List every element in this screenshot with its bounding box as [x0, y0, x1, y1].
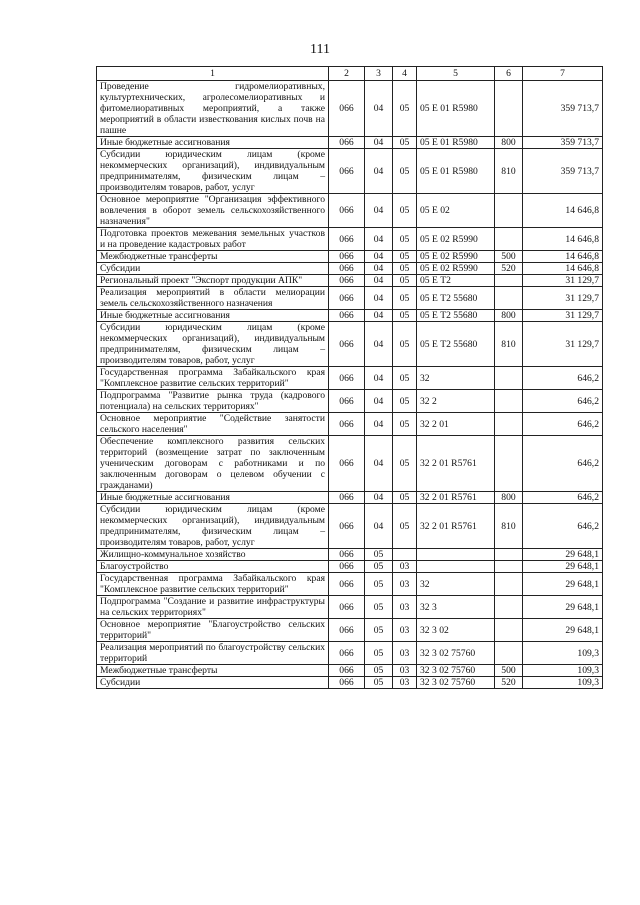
row-section-cell: 05	[365, 619, 393, 642]
row-admin-code-cell: 066	[329, 504, 365, 549]
table-body	[97, 81, 603, 689]
row-section-cell: 04	[365, 504, 393, 549]
row-name-cell: Государственная программа Забайкальского края "Комплексное развитие сельских территорий"	[97, 573, 329, 596]
row-expense-type-cell: 800	[495, 310, 523, 322]
row-admin-code-cell: 066	[329, 310, 365, 322]
row-name-cell: Межбюджетные трансферты	[97, 665, 329, 677]
row-section-cell: 04	[365, 287, 393, 310]
row-admin-code-cell: 066	[329, 194, 365, 228]
table-row	[97, 561, 603, 573]
row-name-cell: Иные бюджетные ассигнования	[97, 137, 329, 149]
row-target-article-cell: 05 Е Т2 55680	[417, 287, 495, 310]
row-name-cell: Основное мероприятие "Содействие занятости сельского населения"	[97, 413, 329, 436]
row-name-cell: Реализация мероприятий по благоустройству сельских территорий	[97, 642, 329, 665]
row-expense-type-cell: 520	[495, 677, 523, 689]
row-section-cell: 04	[365, 310, 393, 322]
row-admin-code-cell: 066	[329, 81, 365, 137]
row-expense-type-cell	[495, 436, 523, 492]
row-expense-type-cell: 810	[495, 149, 523, 194]
header-col-1: 1	[97, 67, 329, 81]
row-target-article-cell: 05 Е 02 R5990	[417, 251, 495, 263]
row-amount-cell: 14 646,8	[523, 228, 603, 251]
row-target-article-cell: 32 2 01 R5761	[417, 504, 495, 549]
row-subsection-cell: 05	[393, 390, 417, 413]
row-expense-type-cell	[495, 228, 523, 251]
row-subsection-cell: 05	[393, 275, 417, 287]
row-expense-type-cell: 810	[495, 504, 523, 549]
table-row	[97, 263, 603, 275]
row-section-cell: 04	[365, 390, 393, 413]
row-section-cell: 04	[365, 228, 393, 251]
row-subsection-cell: 05	[393, 81, 417, 137]
header-col-5: 5	[417, 67, 495, 81]
row-section-cell: 04	[365, 492, 393, 504]
row-expense-type-cell	[495, 390, 523, 413]
row-subsection-cell: 05	[393, 149, 417, 194]
row-expense-type-cell	[495, 287, 523, 310]
row-admin-code-cell: 066	[329, 413, 365, 436]
row-target-article-cell: 05 Е 02	[417, 194, 495, 228]
row-section-cell: 04	[365, 263, 393, 275]
row-target-article-cell	[417, 549, 495, 561]
row-amount-cell: 646,2	[523, 492, 603, 504]
row-section-cell: 04	[365, 436, 393, 492]
row-expense-type-cell	[495, 413, 523, 436]
row-section-cell: 04	[365, 367, 393, 390]
row-target-article-cell: 32 3 02 75760	[417, 642, 495, 665]
row-admin-code-cell: 066	[329, 322, 365, 367]
row-amount-cell: 109,3	[523, 642, 603, 665]
row-admin-code-cell: 066	[329, 390, 365, 413]
row-target-article-cell: 05 Е 02 R5990	[417, 228, 495, 251]
row-expense-type-cell	[495, 561, 523, 573]
row-target-article-cell: 32	[417, 367, 495, 390]
row-section-cell: 04	[365, 81, 393, 137]
row-expense-type-cell	[495, 573, 523, 596]
row-amount-cell: 646,2	[523, 504, 603, 549]
row-name-cell: Иные бюджетные ассигнования	[97, 492, 329, 504]
row-section-cell: 04	[365, 149, 393, 194]
row-expense-type-cell: 520	[495, 263, 523, 275]
table-row	[97, 504, 603, 549]
row-admin-code-cell: 066	[329, 619, 365, 642]
row-name-cell: Жилищно-коммунальное хозяйство	[97, 549, 329, 561]
row-name-cell: Проведение гидромелиоративных, культуртехнических, агролесомелиоративных и фитомелиоративных мероприятий, а также мероприятий в области известкования кислых почв на пашне	[97, 81, 329, 137]
table-row	[97, 149, 603, 194]
row-name-cell: Субсидии	[97, 677, 329, 689]
table-row	[97, 322, 603, 367]
row-section-cell: 05	[365, 573, 393, 596]
table-row	[97, 310, 603, 322]
row-subsection-cell: 03	[393, 677, 417, 689]
row-name-cell: Подпрограмма "Создание и развитие инфраструктуры на сельских территориях"	[97, 596, 329, 619]
header-col-3: 3	[365, 67, 393, 81]
table-row	[97, 194, 603, 228]
row-amount-cell: 14 646,8	[523, 194, 603, 228]
row-subsection-cell: 05	[393, 310, 417, 322]
row-admin-code-cell: 066	[329, 367, 365, 390]
row-section-cell: 04	[365, 275, 393, 287]
row-section-cell: 05	[365, 665, 393, 677]
row-expense-type-cell	[495, 367, 523, 390]
row-section-cell: 04	[365, 322, 393, 367]
row-name-cell: Основное мероприятие "Организация эффективного вовлечения в оборот земель сельскохозяйственного назначения"	[97, 194, 329, 228]
row-subsection-cell: 05	[393, 228, 417, 251]
row-name-cell: Основное мероприятие "Благоустройство сельских территорий"	[97, 619, 329, 642]
row-subsection-cell: 05	[393, 504, 417, 549]
row-expense-type-cell	[495, 194, 523, 228]
row-target-article-cell: 05 Е Т2 55680	[417, 310, 495, 322]
row-admin-code-cell: 066	[329, 436, 365, 492]
row-expense-type-cell	[495, 596, 523, 619]
table-row	[97, 665, 603, 677]
row-expense-type-cell: 500	[495, 251, 523, 263]
table-row	[97, 367, 603, 390]
row-subsection-cell: 05	[393, 251, 417, 263]
row-target-article-cell: 05 Е Т2	[417, 275, 495, 287]
table-row	[97, 573, 603, 596]
row-subsection-cell: 03	[393, 665, 417, 677]
row-target-article-cell: 32 2 01 R5761	[417, 436, 495, 492]
row-name-cell: Благоустройство	[97, 561, 329, 573]
table-row	[97, 275, 603, 287]
table-row	[97, 436, 603, 492]
header-col-7: 7	[523, 67, 603, 81]
row-subsection-cell: 03	[393, 596, 417, 619]
row-admin-code-cell: 066	[329, 228, 365, 251]
row-subsection-cell: 05	[393, 322, 417, 367]
row-amount-cell: 359 713,7	[523, 149, 603, 194]
row-name-cell: Реализация мероприятий в области мелиорации земель сельскохозяйственного назначения	[97, 287, 329, 310]
table-row	[97, 413, 603, 436]
row-name-cell: Межбюджетные трансферты	[97, 251, 329, 263]
row-name-cell: Государственная программа Забайкальского края "Комплексное развитие сельских территорий"	[97, 367, 329, 390]
row-subsection-cell	[393, 549, 417, 561]
table-row	[97, 619, 603, 642]
row-target-article-cell: 32	[417, 573, 495, 596]
row-amount-cell: 29 648,1	[523, 573, 603, 596]
row-admin-code-cell: 066	[329, 263, 365, 275]
row-target-article-cell: 32 3 02 75760	[417, 677, 495, 689]
row-expense-type-cell: 810	[495, 322, 523, 367]
row-admin-code-cell: 066	[329, 665, 365, 677]
row-admin-code-cell: 066	[329, 287, 365, 310]
row-admin-code-cell: 066	[329, 677, 365, 689]
header-col-2: 2	[329, 67, 365, 81]
row-subsection-cell: 05	[393, 492, 417, 504]
row-amount-cell: 29 648,1	[523, 596, 603, 619]
row-expense-type-cell	[495, 81, 523, 137]
row-amount-cell: 29 648,1	[523, 561, 603, 573]
row-subsection-cell: 05	[393, 137, 417, 149]
row-expense-type-cell	[495, 619, 523, 642]
table-header	[97, 67, 603, 81]
row-amount-cell: 359 713,7	[523, 137, 603, 149]
row-amount-cell: 646,2	[523, 436, 603, 492]
table-row	[97, 549, 603, 561]
row-subsection-cell: 03	[393, 573, 417, 596]
row-subsection-cell: 05	[393, 436, 417, 492]
row-section-cell: 04	[365, 137, 393, 149]
row-target-article-cell: 32 2	[417, 390, 495, 413]
row-admin-code-cell: 066	[329, 642, 365, 665]
header-col-6: 6	[495, 67, 523, 81]
row-amount-cell: 29 648,1	[523, 549, 603, 561]
row-expense-type-cell	[495, 549, 523, 561]
row-amount-cell: 646,2	[523, 390, 603, 413]
row-subsection-cell: 03	[393, 642, 417, 665]
table-row	[97, 596, 603, 619]
row-section-cell: 05	[365, 596, 393, 619]
row-subsection-cell: 05	[393, 413, 417, 436]
budget-table	[96, 66, 603, 689]
row-admin-code-cell: 066	[329, 549, 365, 561]
table-row	[97, 492, 603, 504]
row-expense-type-cell: 800	[495, 492, 523, 504]
table-row	[97, 137, 603, 149]
row-section-cell: 04	[365, 413, 393, 436]
row-admin-code-cell: 066	[329, 137, 365, 149]
table-row	[97, 251, 603, 263]
row-admin-code-cell: 066	[329, 573, 365, 596]
row-admin-code-cell: 066	[329, 492, 365, 504]
row-amount-cell: 359 713,7	[523, 81, 603, 137]
row-section-cell: 05	[365, 677, 393, 689]
row-expense-type-cell: 500	[495, 665, 523, 677]
row-subsection-cell: 05	[393, 194, 417, 228]
row-subsection-cell: 05	[393, 367, 417, 390]
row-target-article-cell: 05 Е 01 R5980	[417, 149, 495, 194]
row-target-article-cell: 32 3 02	[417, 619, 495, 642]
table-row	[97, 677, 603, 689]
row-target-article-cell: 32 3	[417, 596, 495, 619]
row-expense-type-cell	[495, 642, 523, 665]
page-number: 111	[310, 42, 330, 57]
table-row	[97, 390, 603, 413]
row-name-cell: Подготовка проектов межевания земельных участков и на проведение кадастровых работ	[97, 228, 329, 251]
header-col-4: 4	[393, 67, 417, 81]
row-amount-cell: 14 646,8	[523, 263, 603, 275]
row-target-article-cell: 05 Е 01 R5980	[417, 137, 495, 149]
row-subsection-cell: 03	[393, 561, 417, 573]
row-admin-code-cell: 066	[329, 275, 365, 287]
row-amount-cell: 109,3	[523, 677, 603, 689]
row-amount-cell: 31 129,7	[523, 275, 603, 287]
row-section-cell: 05	[365, 549, 393, 561]
row-subsection-cell: 05	[393, 287, 417, 310]
row-amount-cell: 31 129,7	[523, 322, 603, 367]
row-amount-cell: 14 646,8	[523, 251, 603, 263]
row-target-article-cell: 05 Е 02 R5990	[417, 263, 495, 275]
row-subsection-cell: 03	[393, 619, 417, 642]
row-name-cell: Региональный проект "Экспорт продукции АПК"	[97, 275, 329, 287]
row-amount-cell: 29 648,1	[523, 619, 603, 642]
row-name-cell: Субсидии	[97, 263, 329, 275]
row-name-cell: Подпрограмма "Развитие рынка труда (кадрового потенциала) на сельских территориях"	[97, 390, 329, 413]
table-row	[97, 81, 603, 137]
row-target-article-cell	[417, 561, 495, 573]
row-admin-code-cell: 066	[329, 251, 365, 263]
row-subsection-cell: 05	[393, 263, 417, 275]
row-name-cell: Субсидии юридическим лицам (кроме некоммерческих организаций), индивидуальным предпринимателям, физическим лицам – производителям товаров, работ, услуг	[97, 322, 329, 367]
row-name-cell: Иные бюджетные ассигнования	[97, 310, 329, 322]
header-row	[97, 67, 603, 81]
row-section-cell: 05	[365, 561, 393, 573]
row-expense-type-cell	[495, 275, 523, 287]
row-target-article-cell: 32 2 01	[417, 413, 495, 436]
row-target-article-cell: 05 Е Т2 55680	[417, 322, 495, 367]
row-section-cell: 04	[365, 194, 393, 228]
table-row	[97, 287, 603, 310]
row-admin-code-cell: 066	[329, 561, 365, 573]
table-row	[97, 228, 603, 251]
row-name-cell: Субсидии юридическим лицам (кроме некоммерческих организаций), индивидуальным предпринимателям, физическим лицам – производителям товаров, работ, услуг	[97, 504, 329, 549]
row-section-cell: 05	[365, 642, 393, 665]
row-target-article-cell: 05 Е 01 R5980	[417, 81, 495, 137]
row-amount-cell: 646,2	[523, 367, 603, 390]
row-amount-cell: 31 129,7	[523, 287, 603, 310]
row-amount-cell: 109,3	[523, 665, 603, 677]
row-amount-cell: 646,2	[523, 413, 603, 436]
row-name-cell: Субсидии юридическим лицам (кроме некоммерческих организаций), индивидуальным предпринимателям, физическим лицам – производителям товаров, работ, услуг	[97, 149, 329, 194]
row-target-article-cell: 32 3 02 75760	[417, 665, 495, 677]
row-expense-type-cell: 800	[495, 137, 523, 149]
row-admin-code-cell: 066	[329, 596, 365, 619]
row-amount-cell: 31 129,7	[523, 310, 603, 322]
row-admin-code-cell: 066	[329, 149, 365, 194]
row-target-article-cell: 32 2 01 R5761	[417, 492, 495, 504]
row-section-cell: 04	[365, 251, 393, 263]
table-row	[97, 642, 603, 665]
row-name-cell: Обеспечение комплексного развития сельских территорий (возмещение затрат по заключенным ученическим договорам с работниками и по заключенным договорам о целевом обучении с гражданами)	[97, 436, 329, 492]
